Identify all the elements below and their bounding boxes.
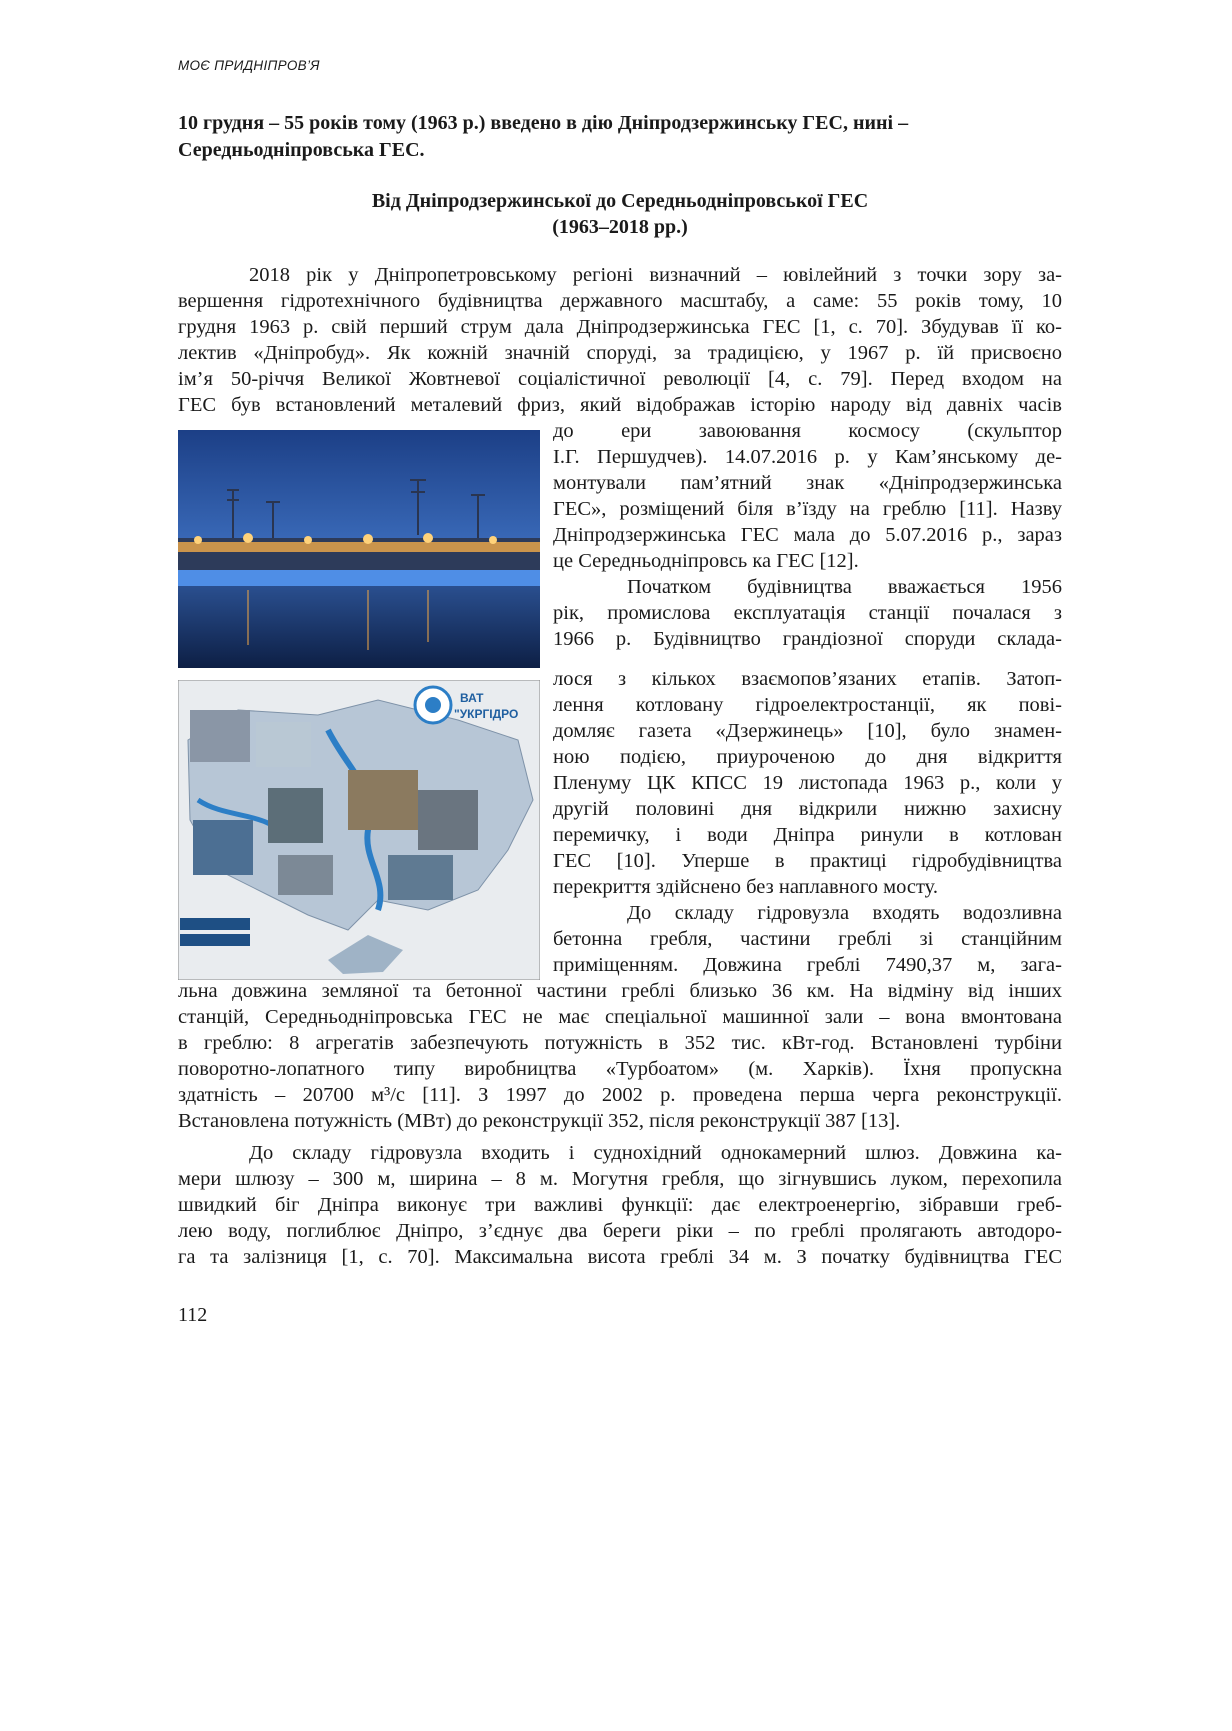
article-title	[178, 188, 1062, 240]
body-line: рік, промислова експлуатація станції почалася з	[553, 602, 1062, 624]
body-line: лося з кількох взаємопов’язаних етапів. Затоп-	[553, 668, 1062, 690]
body-line: перемичку, і води Дніпра ринули в котлован	[553, 824, 1062, 846]
body-line: грудня 1963 р. свій перший струм дала Дніпродзержинська ГЕС [1, с. 70]. Збудував її ко-	[178, 316, 1062, 338]
body-line: ГЕС», розміщений біля в’їзду на греблю [11]. Назву	[553, 498, 1062, 520]
title-line-1: Від Дніпродзержинської до Середньодніпровської ГЕС	[371, 190, 869, 212]
body-line: мери шлюзу – 300 м, ширина – 8 м. Могутня гребля, що зігнувшись луком, перехопила	[178, 1168, 1062, 1190]
body-line: ГЕС [10]. Уперше в практиці гідробудівництва	[553, 850, 1062, 872]
map-label-ukrgidro: "УКРГІДРО	[454, 707, 519, 721]
body-line: льна довжина земляної та бетонної частини греблі близько 36 км. На відміну від інших	[178, 980, 1062, 1002]
body-line: в греблю: 8 агрегатів забезпечують потужність в 352 тис. кВт-год. Встановлені турбіни	[178, 1032, 1062, 1054]
body-line: ГЕС був встановлений металевий фриз, який відображав історію народу від давніх часів	[178, 394, 1062, 416]
body-line: До складу гідровузла входить і суднохідний однокамерний шлюз. Довжина ка-	[249, 1142, 1062, 1164]
body-line: До складу гідровузла входять водозливна	[627, 902, 1062, 924]
body-line: Дніпродзержинська ГЕС мала до 5.07.2016 р., зараз	[553, 524, 1062, 546]
body-line: домляє газета «Дзержинець» [10], було знамен-	[553, 720, 1062, 742]
body-line: до ери завоювання космосу (скульптор	[553, 420, 1062, 442]
map-label-vat: ВАТ	[460, 691, 484, 705]
running-head: МОЄ ПРИДНІПРОВ’Я	[178, 58, 320, 73]
body-line: 1966 р. Будівництво грандіозної споруди склада-	[553, 628, 1062, 650]
body-line: лектив «Дніпробуд». Як кожній значній споруді, за традицією, у 1967 р. їй присвоєно	[178, 342, 1062, 364]
body-line: вершення гідротехнічного будівництва державного масштабу, а саме: 55 років тому, 10	[178, 290, 1062, 312]
body-line: 2018 рік у Дніпропетровському регіоні визначний – ювілейний з точки зору за-	[249, 264, 1062, 286]
hydro-station-photo	[178, 430, 540, 668]
body-line: Пленуму ЦК КПСС 19 листопада 1963 р., коли у	[553, 772, 1062, 794]
body-line: бетонна гребля, частини греблі зі станційним	[553, 928, 1062, 950]
body-line: лення котловану гідроелектростанції, як пові-	[553, 694, 1062, 716]
body-line: здатність – 20700 м³/с [11]. З 1997 до 2002 р. проведена перша черга реконструкції.	[178, 1084, 1062, 1106]
body-line: монтували пам’ятний знак «Дніпродзержинська	[553, 472, 1062, 494]
body-line: це Середньодніпровсь ка ГЕС [12].	[553, 550, 859, 572]
page-number: 112	[178, 1304, 208, 1326]
body-line: Початком будівництва вважається 1956	[627, 576, 1062, 598]
body-line: лею воду, поглиблює Дніпро, з’єднує два береги ріки – по греблі пролягають автодоро-	[178, 1220, 1062, 1242]
body-line: приміщенням. Довжина греблі 7490,37 м, зага-	[553, 954, 1062, 976]
body-line: станцій, Середньодніпровська ГЕС не має спеціальної машинної зали – вона вмонтована	[178, 1006, 1062, 1028]
body-line: ім’я 50-річчя Великої Жовтневої соціалістичної революції [4, с. 79]. Перед входом на	[178, 368, 1062, 390]
title-line-2: (1963–2018 рр.)	[552, 216, 688, 238]
body-line: перекриття здійснено без наплавного мосту.	[553, 876, 938, 898]
body-line: другій половині дня відкрили нижню захисну	[553, 798, 1062, 820]
body-line: швидкий біг Дніпра виконує три важливі функції: дає електроенергію, зібравши греб-	[178, 1194, 1062, 1216]
body-line: ною подією, приуроченою до дня відкриття	[553, 746, 1062, 768]
body-line: га та залізниця [1, с. 70]. Максимальна висота греблі 34 м. З початку будівництва ГЕС	[178, 1246, 1062, 1268]
body-line: І.Г. Першудчев). 14.07.2016 р. у Кам’янському де-	[553, 446, 1062, 468]
body-line: Встановлена потужність (МВт) до реконструкції 352, після реконструкції 387 [13].	[178, 1110, 901, 1132]
body-line: поворотно-лопатного типу виробництва «Турбоатом» (м. Харків). Їхня пропускна	[178, 1058, 1062, 1080]
announcement: 10 грудня – 55 років тому (1963 р.) введено в дію Дніпродзержинську ГЕС, нині – Середньодніпровська ГЕС.	[178, 112, 909, 161]
hydro-map-collage	[178, 680, 540, 980]
